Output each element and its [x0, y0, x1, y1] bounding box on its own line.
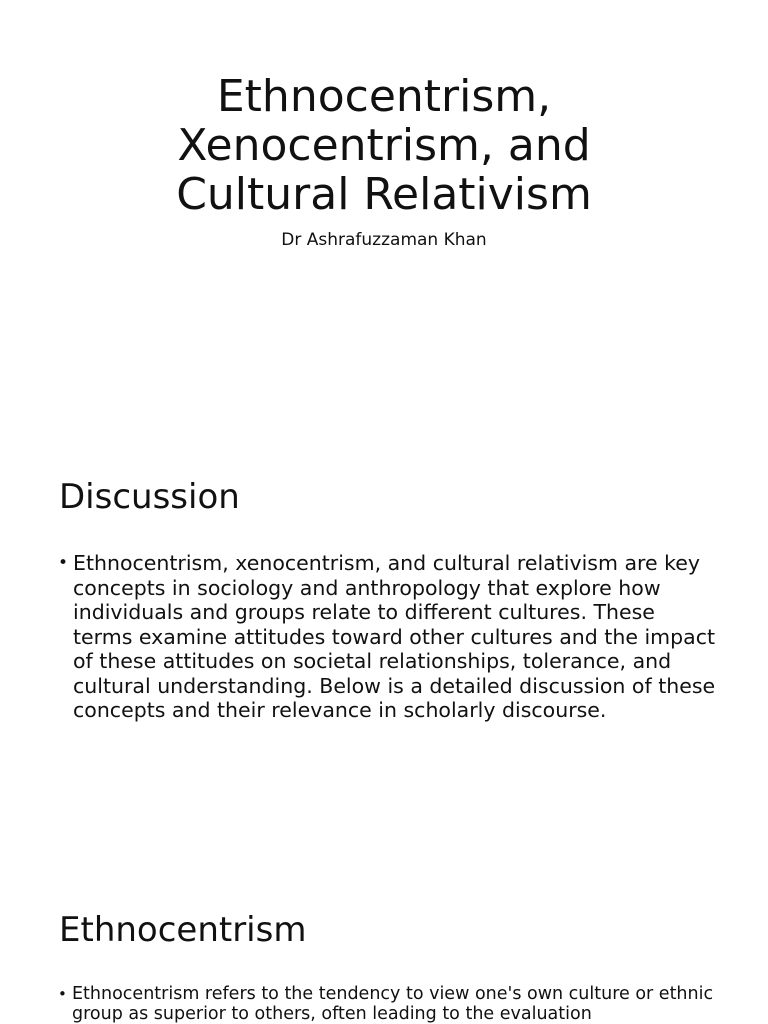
- ethnocentrism-heading: Ethnocentrism: [59, 910, 307, 950]
- discussion-bullet-list: [58, 551, 718, 723]
- bullet-icon: •: [58, 553, 69, 573]
- title-line-3: Cultural Relativism: [176, 169, 592, 220]
- discussion-slide: [0, 460, 768, 880]
- title-line-1: Ethnocentrism,: [216, 71, 552, 122]
- ethnocentrism-bullet-list: [58, 984, 718, 1024]
- list-item: [58, 984, 718, 1024]
- author-name: Dr Ashrafuzzaman Khan: [281, 230, 487, 250]
- list-item: [58, 551, 718, 723]
- discussion-bullet-text: Ethnocentrism, xenocentrism, and cultural relativism are key concepts in sociology and anthropology that explore how individuals and groups relate to different cultures. These terms examine attitudes toward other cultures and the impact of these attitudes on societal relationships, tolerance, and cultural understanding. Below is a detailed discussion of these concepts and their relevance in scholarly discourse.: [73, 551, 716, 722]
- ethnocentrism-bullet-text: Ethnocentrism refers to the tendency to view one's own culture or ethnic group as superior to others, often leading to the evaluation: [72, 984, 714, 1024]
- title-line-2: Xenocentrism, and: [177, 120, 591, 171]
- title-slide: [0, 0, 768, 420]
- ethnocentrism-slide: [0, 893, 768, 1024]
- bullet-icon: •: [58, 985, 67, 1003]
- presentation-title: [0, 72, 768, 219]
- discussion-heading: Discussion: [59, 477, 240, 517]
